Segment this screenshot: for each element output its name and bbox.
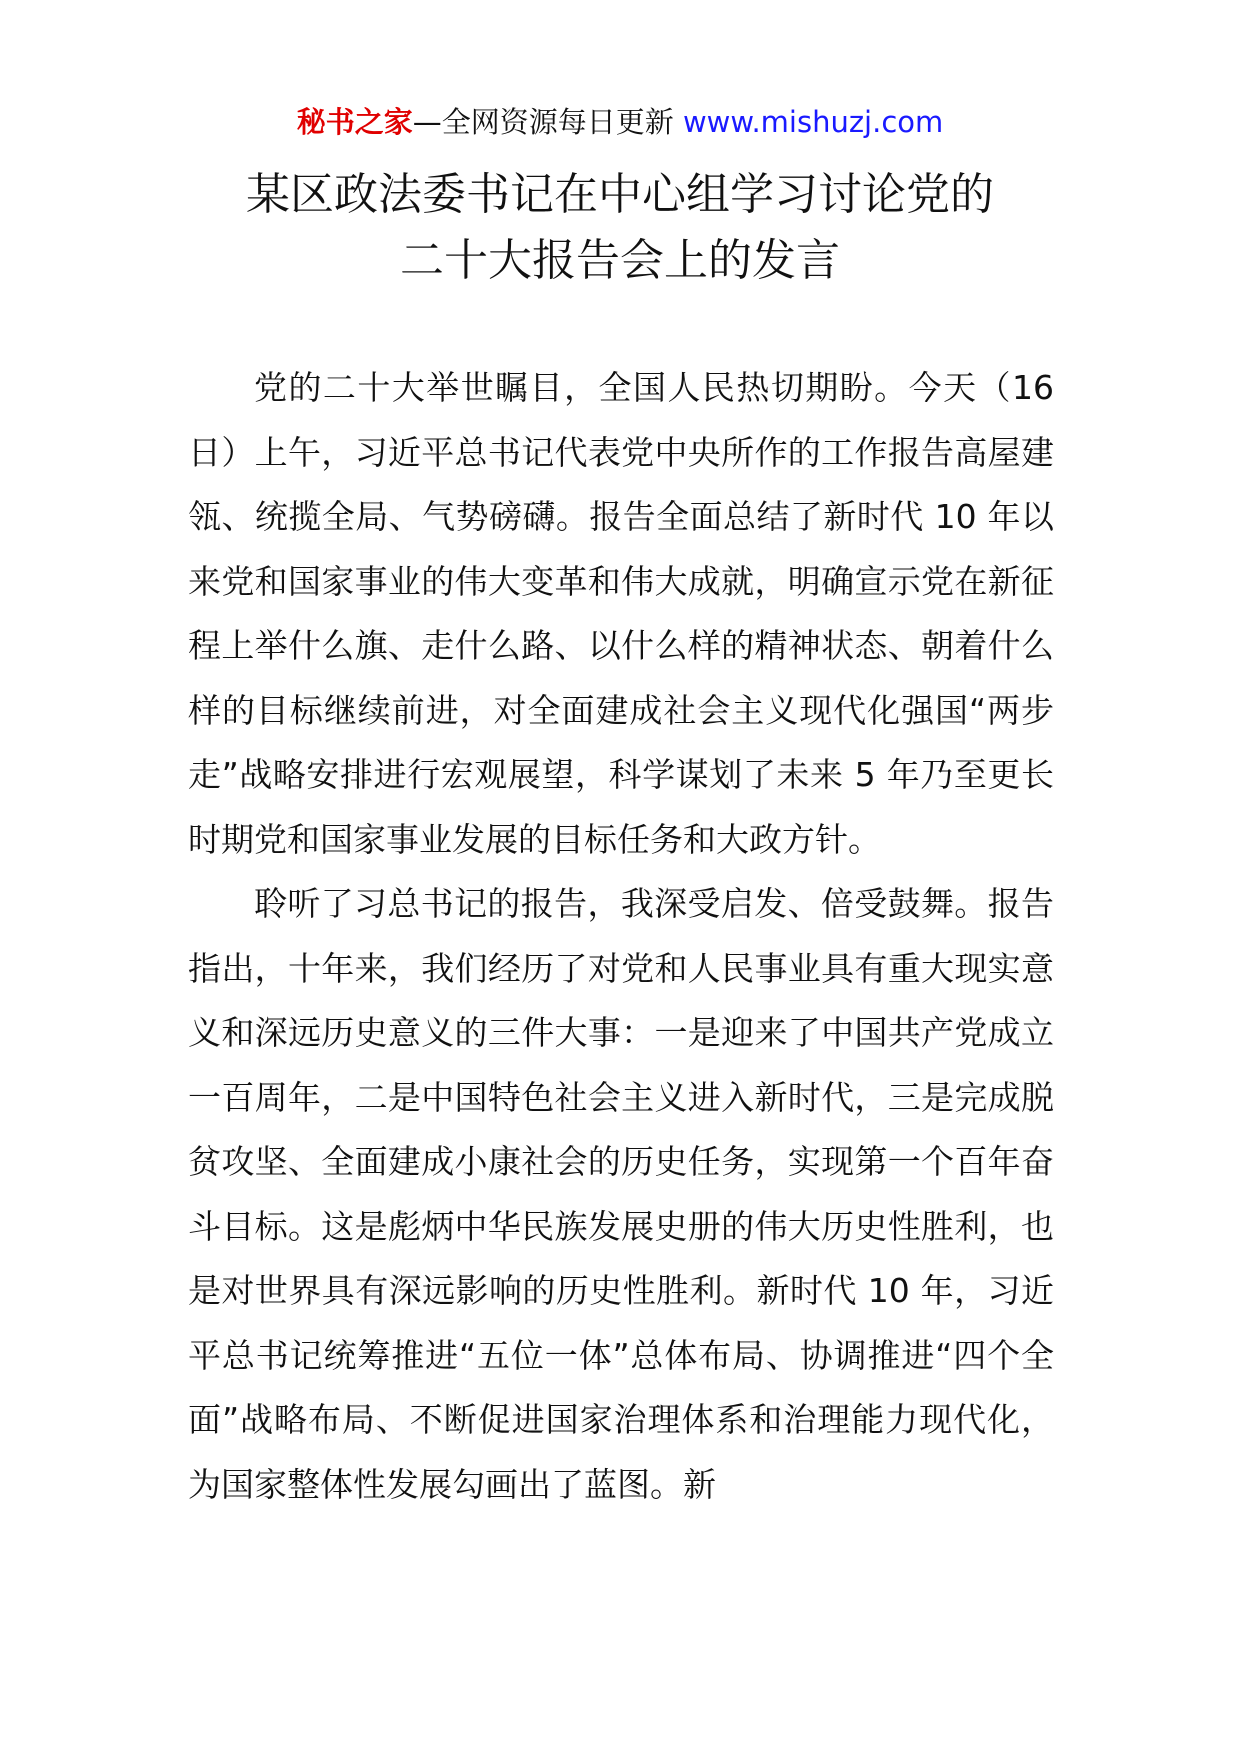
title-line-2: 二十大报告会上的发言: [400, 235, 840, 286]
body-paragraph-2: 聆听了习总书记的报告，我深受启发、倍受鼓舞。报告指出，十年来，我们经历了对党和人民事业具有重大现实意义和深远历史意义的三件大事：一是迎来了中国共产党成立一百周年，二是中国特色社会主义进入新时代，三是完成脱贫攻坚、全面建成小康社会的历史任务，实现第一个百年奋斗目标。这是彪炳中华民族发展史册的伟大历史性胜利，也是对世界具有深远影响的历史性胜利。新时代 10 年，习近平总书记统筹推进“五位一体”总体布局、协调推进“四个全面”战略布局、不断促进国家治理体系和治理能力现代化，为国家整体性发展勾画出了蓝图。新: [188, 884, 1054, 1504]
site-tagline: —全网资源每日更新: [412, 105, 683, 139]
site-header: [0, 100, 1240, 144]
site-url-link[interactable]: www.mishuzj.com: [682, 105, 944, 139]
document-body: [188, 356, 1054, 1517]
site-name: 秘书之家: [296, 105, 413, 139]
document-title: [0, 162, 1240, 294]
body-paragraph-1: 党的二十大举世瞩目，全国人民热切期盼。今天（16日）上午，习近平总书记代表党中央所作的工作报告高屋建瓴、统揽全局、气势磅礴。报告全面总结了新时代 10 年以来党和国家事业的伟大变革和伟大成就，明确宣示党在新征程上举什么旗、走什么路、以什么样的精神状态、朝着什么样的目标继续前进，对全面建成社会主义现代化强国“两步走”战略安排进行宏观展望，科学谋划了未来 5 年乃至更长时期党和国家事业发展的目标任务和大政方针。: [188, 368, 1054, 859]
title-line-1: 某区政法委书记在中心组学习讨论党的: [246, 169, 994, 220]
